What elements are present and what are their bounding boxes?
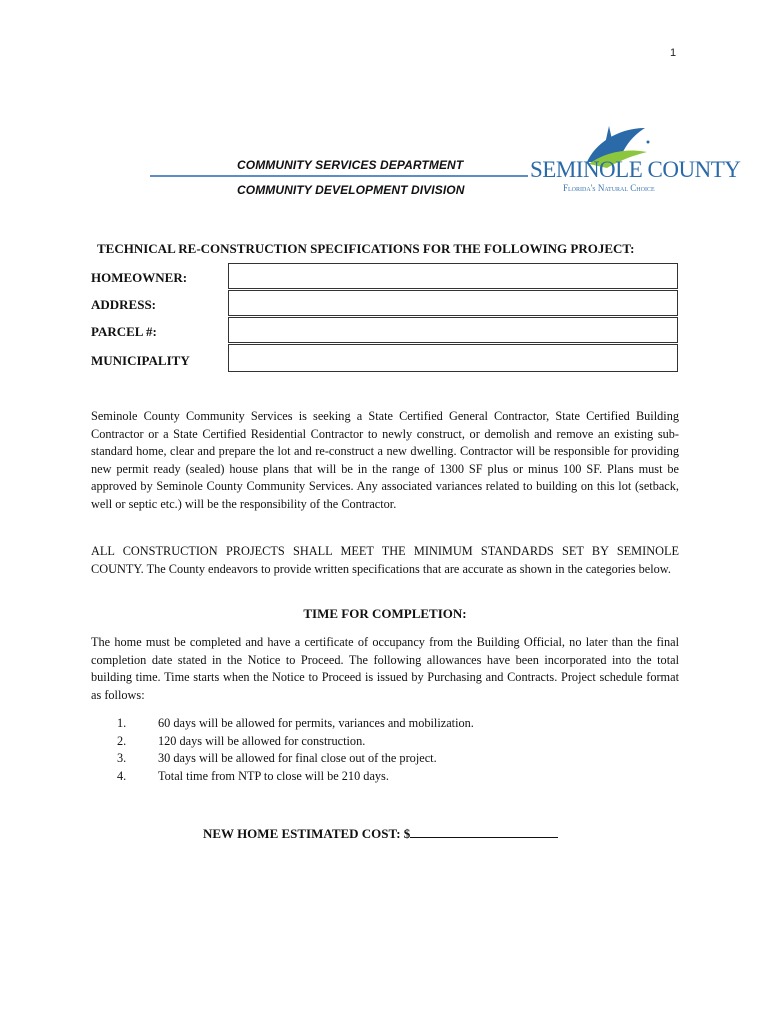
time-for-completion-title: TIME FOR COMPLETION: [303, 606, 467, 621]
estimated-cost-blank[interactable] [410, 824, 558, 838]
list-number: 2. [117, 733, 127, 748]
parcel-field[interactable] [228, 317, 678, 343]
list-item [117, 733, 474, 751]
document-heading: TECHNICAL RE-CONSTRUCTION SPECIFICATIONS FOR THE FOLLOWING PROJECT: [97, 241, 635, 256]
list-number: 4. [117, 768, 127, 783]
header-rule [150, 175, 528, 177]
parcel-label: PARCEL #: [91, 324, 157, 339]
list-text: Total time from NTP to close will be 210 days. [158, 768, 389, 783]
schedule-list [117, 715, 474, 785]
list-item [117, 715, 474, 733]
standards-paragraph: ALL CONSTRUCTION PROJECTS SHALL MEET THE MINIMUM STANDARDS SET BY SEMINOLE COUNTY. The County endeavors to provide written specifications that are accurate as shown in the categories below. [91, 544, 679, 576]
list-item [117, 768, 474, 786]
estimated-cost-line [203, 824, 558, 842]
logo-tagline: Florida's Natural Choice [563, 183, 655, 193]
completion-paragraph: The home must be completed and have a certificate of occupancy from the Building Official, no later than the final completion date stated in the Notice to Proceed. The following allowances have been incorporated into the total building time. Time starts when the Notice to Proceed is issued by Purchasing and Contracts. Project schedule format as follows: [91, 635, 679, 702]
estimated-cost-label: NEW HOME ESTIMATED COST: $ [203, 826, 411, 841]
logo-wordmark: SEMINOLE COUNTY [530, 157, 741, 182]
municipality-field[interactable] [228, 344, 678, 372]
page-number: 1 [670, 47, 677, 59]
municipality-label: MUNICIPALITY [91, 353, 190, 368]
list-number: 1. [117, 716, 127, 730]
list-text: 120 days will be allowed for construction. [158, 733, 366, 748]
list-text: 60 days will be allowed for permits, variances and mobilization. [158, 716, 474, 730]
homeowner-label: HOMEOWNER: [91, 270, 188, 285]
list-number: 3. [117, 751, 127, 766]
list-text: 30 days will be allowed for final close out of the project. [158, 751, 437, 766]
intro-paragraph: Seminole County Community Services is seeking a State Certified General Contractor, State Certified Building Contractor or a State Certified Residential Contractor to newly construct, or demolish and remove an existing sub-standard home, clear and prepare the lot and re-construct a new dwelling. Contractor will be responsible for providing new permit ready (sealed) house plans that will be in the range of 1300 SF plus or minus 100 SF. Plans must be approved by Seminole County Community Services. Any associated variances related to building on this lot (setback, well or septic etc.) will be the responsibility of the Contractor. [91, 409, 679, 511]
homeowner-field[interactable] [228, 263, 678, 289]
list-item [117, 750, 474, 768]
division-name: COMMUNITY DEVELOPMENT DIVISION [237, 183, 465, 197]
address-label: ADDRESS: [91, 297, 157, 312]
department-name: COMMUNITY SERVICES DEPARTMENT [237, 158, 464, 172]
address-field[interactable] [228, 290, 678, 316]
